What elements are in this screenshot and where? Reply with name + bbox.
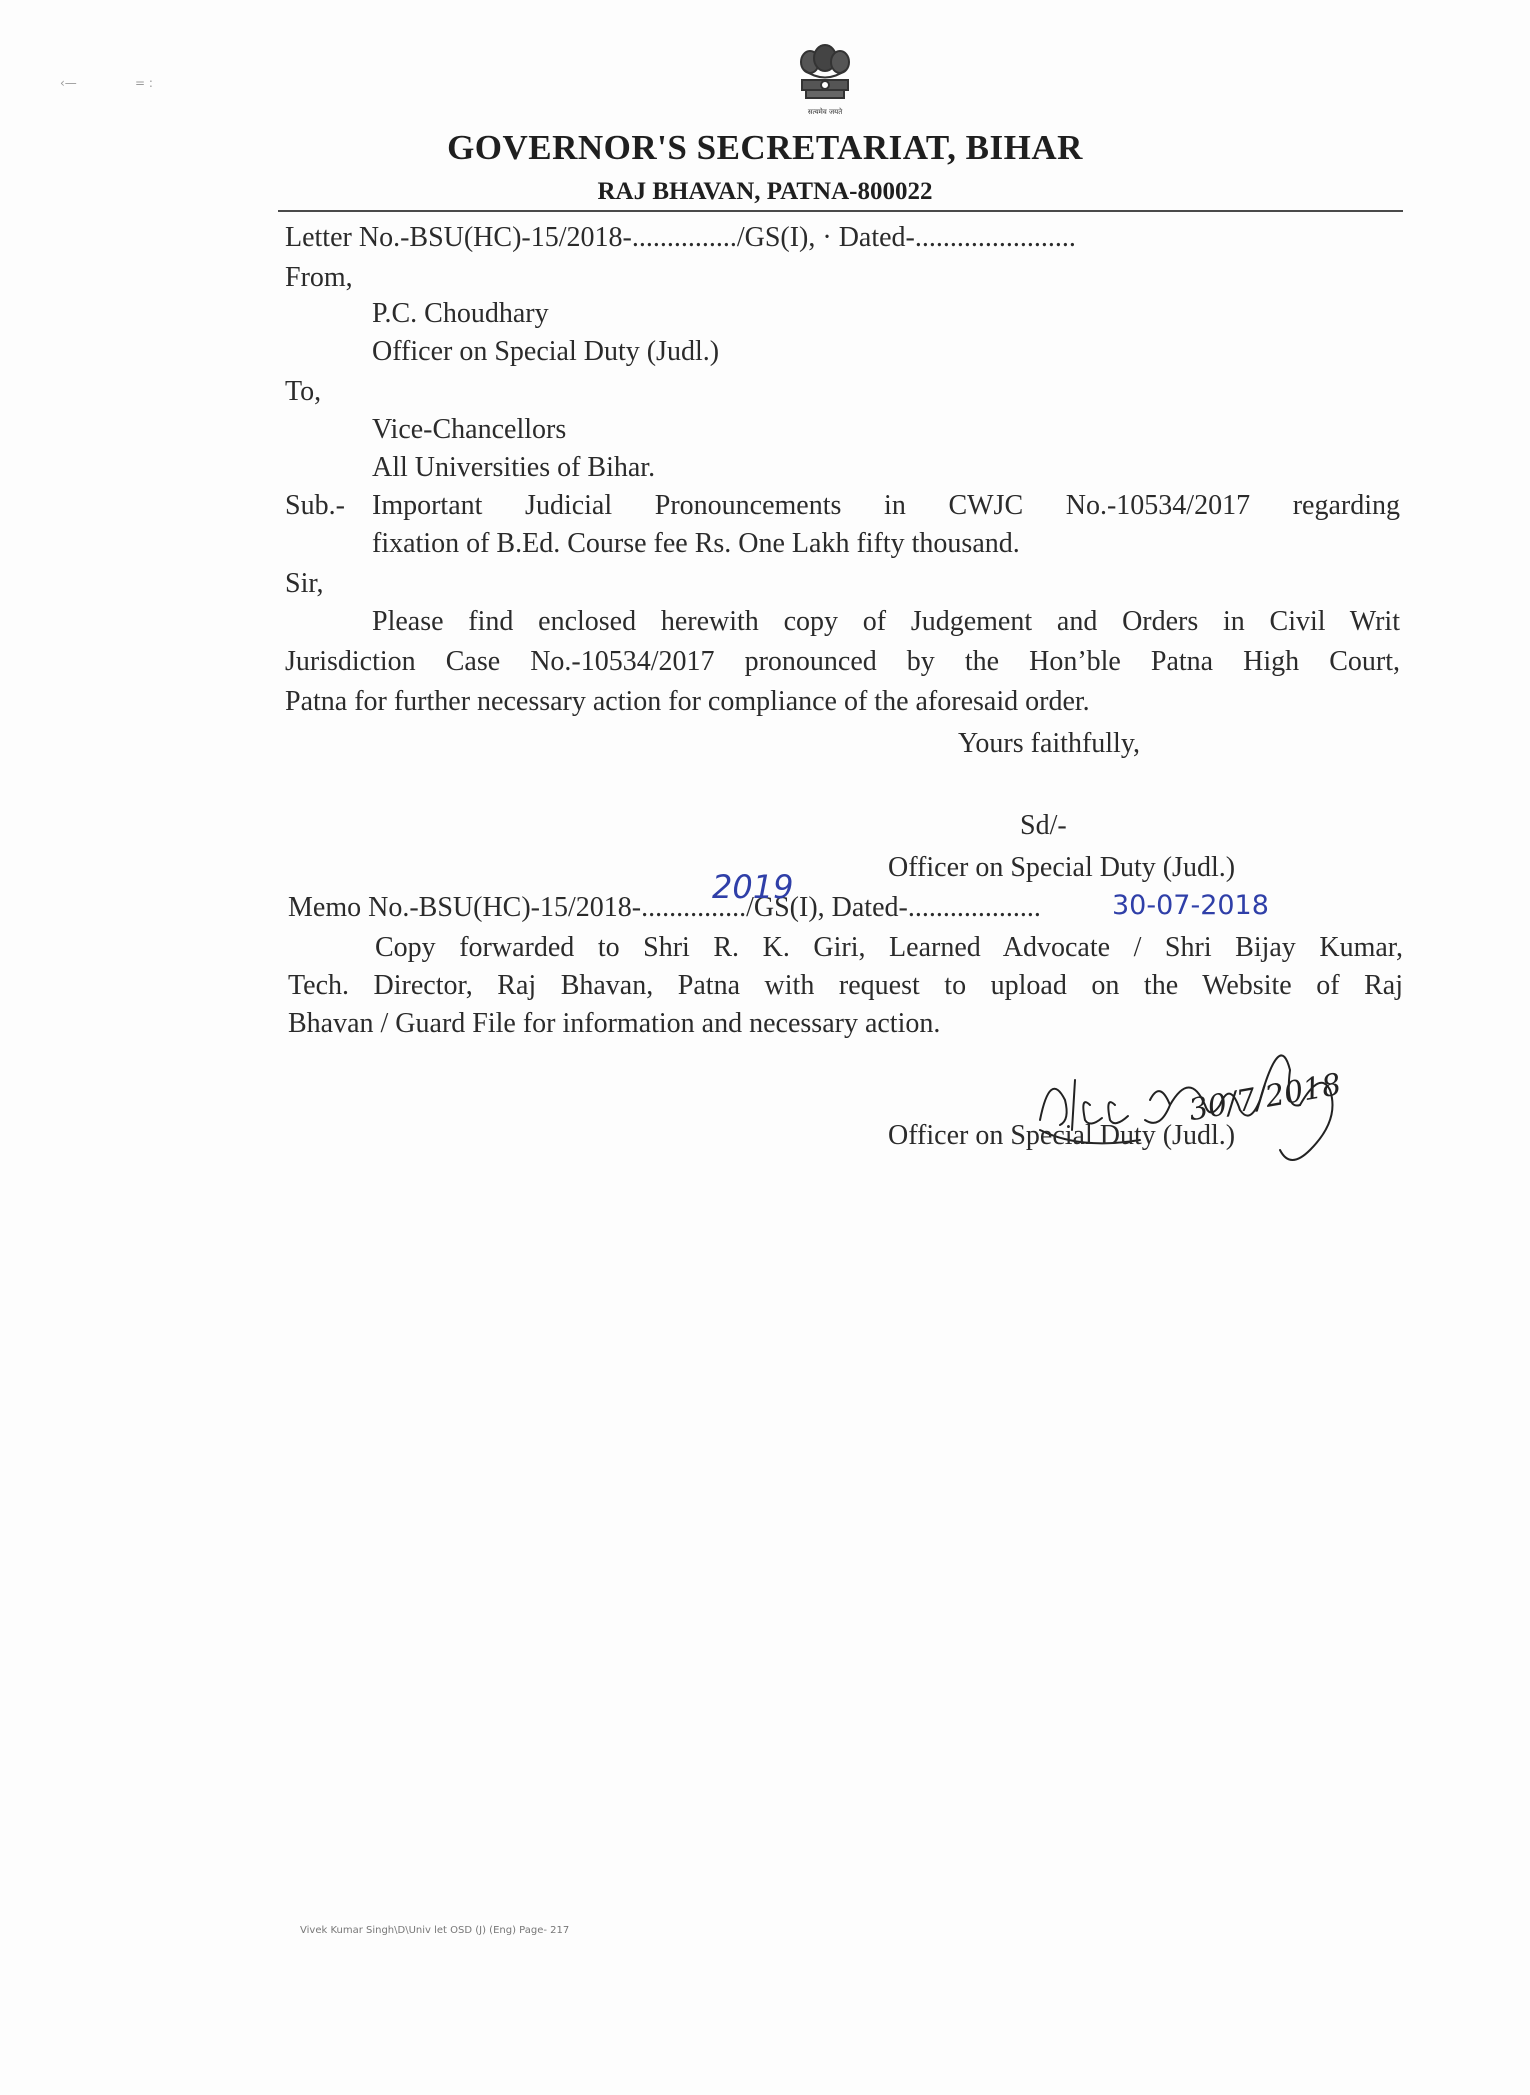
- memo-reference: [288, 892, 1041, 924]
- body-line: Jurisdiction Case No.-10534/2017 pronounced by the Hon’ble Patna High Court,: [285, 646, 1400, 677]
- memo-middle: /GS(I), Dated-: [746, 892, 908, 923]
- body-line: Please find enclosed herewith copy of Judgement and Orders in Civil Writ: [372, 606, 1400, 637]
- from-label: From,: [285, 262, 353, 293]
- memo-signatory: Officer on Special Duty (Judl.): [888, 1120, 1236, 1151]
- subject-label: Sub.-: [285, 490, 345, 521]
- signature-date: 30/7/2018: [1186, 1067, 1344, 1129]
- copy-line: Tech. Director, Raj Bhavan, Patna with request to upload on the Website of Raj: [288, 970, 1403, 1001]
- sender-designation: Officer on Special Duty (Judl.): [372, 336, 720, 367]
- office-address: RAJ BHAVAN, PATNA-800022: [597, 178, 933, 205]
- memo-prefix: Memo No.-BSU(HC)-15/2018-: [288, 892, 642, 923]
- handwritten-date: 30-07-2018: [1112, 890, 1269, 921]
- copy-line: Bhavan / Guard File for information and necessary action.: [288, 1008, 941, 1039]
- office-title: GOVERNOR'S SECRETARIAT, BIHAR: [447, 128, 1083, 167]
- header-rule: [278, 210, 1403, 212]
- closing: Yours faithfully,: [958, 728, 1141, 759]
- scan-mark: = :: [135, 76, 153, 90]
- copy-line: Copy forwarded to Shri R. K. Giri, Learned Advocate / Shri Bijay Kumar,: [375, 932, 1403, 963]
- sd-mark: Sd/-: [1020, 810, 1067, 841]
- scan-mark: ‹—: [60, 76, 77, 90]
- subject-line: Important Judicial Pronouncements in CWJC No.-10534/2017 regarding: [372, 490, 1400, 521]
- state-emblem-icon: [790, 40, 860, 120]
- recipient-name: Vice-Chancellors: [372, 414, 567, 445]
- file-path-footer: Vivek Kumar Singh\D\Univ let OSD (J) (Eng) Page- 217: [300, 1925, 570, 1936]
- memo-dots: ...............: [641, 892, 747, 923]
- handwritten-memo-number: 2019: [712, 868, 794, 906]
- sender-name: P.C. Choudhary: [372, 298, 549, 329]
- memo-dots: ...................: [907, 892, 1041, 923]
- recipient-org: All Universities of Bihar.: [372, 452, 656, 483]
- salutation: Sir,: [285, 568, 324, 599]
- subject-line: fixation of B.Ed. Course fee Rs. One Lakh fifty thousand.: [372, 528, 1020, 559]
- signatory-designation: Officer on Special Duty (Judl.): [888, 852, 1236, 883]
- body-line: Patna for further necessary action for compliance of the aforesaid order.: [285, 686, 1090, 717]
- to-label: To,: [285, 376, 322, 407]
- letter-reference: Letter No.-BSU(HC)-15/2018-.............../GS(I), · Dated-.......................: [285, 222, 1076, 253]
- emblem-motto: सत्यमेव जयते: [807, 108, 843, 116]
